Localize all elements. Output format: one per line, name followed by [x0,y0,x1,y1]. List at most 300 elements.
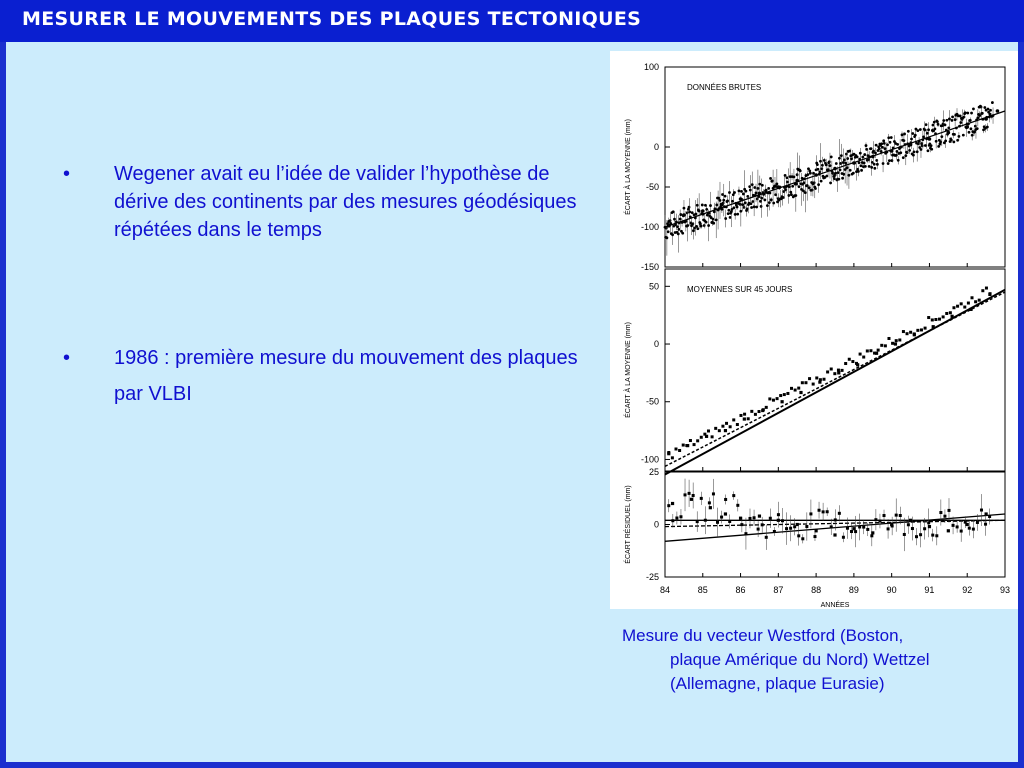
residual-point [704,519,707,522]
raw-point [763,199,766,202]
mean-point [841,369,844,372]
residual-point [826,510,829,513]
panel-1-ytick-label-2: -50 [645,182,659,192]
mean-point [783,393,786,396]
mean-point [859,353,862,356]
mean-point [956,305,959,308]
mean-point [714,427,717,430]
raw-point [784,188,787,191]
raw-point [743,206,746,209]
residual-point [939,511,942,514]
residual-point [923,527,926,530]
raw-point [907,130,910,133]
raw-point [724,217,727,220]
mean-point [887,337,890,340]
raw-point [887,162,890,165]
raw-point [817,168,820,171]
mean-point [978,299,981,302]
mean-point [729,425,732,428]
raw-point [756,197,759,200]
residual-point [952,524,955,527]
raw-point [942,119,945,122]
raw-point [899,151,902,154]
raw-point [891,159,894,162]
residual-point [988,515,991,518]
raw-point [896,143,899,146]
residual-point [757,528,760,531]
raw-point [671,233,674,236]
raw-point [857,170,860,173]
raw-point [875,159,878,162]
mean-series-point [799,391,802,394]
raw-point [839,168,842,171]
chart-panel-2 [623,269,1005,474]
raw-point [912,154,915,157]
raw-point [873,167,876,170]
raw-point [921,144,924,147]
raw-point [679,213,682,216]
residual-series-point [833,533,836,536]
raw-point [816,163,819,166]
raw-point [937,145,940,148]
mean-point [938,318,941,321]
raw-point [848,174,851,177]
raw-point [875,144,878,147]
raw-point [766,204,769,207]
raw-point [842,161,845,164]
raw-point [842,173,845,176]
raw-point [729,216,732,219]
raw-point [930,144,933,147]
xtick-label-85: 85 [697,585,708,595]
residual-point [838,512,841,515]
raw-point [924,144,927,147]
raw-point [732,206,735,209]
residual-point [878,520,881,523]
raw-point [691,211,694,214]
residual-point [809,512,812,515]
residual-point [789,527,792,530]
mean-point [711,435,714,438]
residual-point [744,532,747,535]
raw-point [665,236,668,239]
residual-point [943,515,946,518]
raw-point [820,167,823,170]
raw-point [878,147,881,150]
mean-point [833,372,836,375]
mean-series-point [913,333,916,336]
mean-point [797,387,800,390]
raw-point [701,204,704,207]
raw-point [937,123,940,126]
raw-point [712,222,715,225]
residual-series-point [985,512,988,515]
raw-point [759,200,762,203]
raw-point [933,121,936,124]
raw-point [751,183,754,186]
raw-point [757,187,760,190]
raw-point [744,201,747,204]
mean-series-point [856,363,859,366]
raw-point [799,169,802,172]
xtick-label-91: 91 [924,585,935,595]
raw-point [936,120,939,123]
mean-point [693,443,696,446]
raw-point [958,135,961,138]
slide-body [6,42,1018,762]
mean-point [884,344,887,347]
mean-point [743,413,746,416]
residual-series-point [966,523,969,526]
slide-title: MESURER LE MOUVEMENTS DES PLAQUES TECTONIQUES [22,8,642,30]
mean-point [739,414,742,417]
raw-point [736,213,739,216]
raw-point [906,151,909,154]
raw-point [786,176,789,179]
raw-point [876,163,879,166]
raw-point [940,135,943,138]
raw-point [860,169,863,172]
raw-point [870,147,873,150]
mean-point [808,377,811,380]
raw-point [976,127,979,130]
mean-point [916,329,919,332]
raw-point [913,150,916,153]
raw-point [806,184,809,187]
mean-point [862,356,865,359]
mean-point [974,300,977,303]
raw-point [951,115,954,118]
mean-point [877,349,880,352]
residual-point [935,534,938,537]
raw-point [715,218,718,221]
mean-series-point [818,381,821,384]
raw-point [817,183,820,186]
mean-point [844,362,847,365]
raw-point [944,139,947,142]
raw-point [927,149,930,152]
raw-point [691,222,694,225]
raw-point [750,206,753,209]
residual-series-point [690,498,693,501]
residual-point [813,535,816,538]
raw-point [700,225,703,228]
raw-point [789,191,792,194]
mean-point [689,439,692,442]
raw-point [841,177,844,180]
raw-point [926,132,929,135]
raw-point [804,191,807,194]
raw-point [956,139,959,142]
mean-point [891,342,894,345]
mean-point [804,381,807,384]
raw-point [845,153,848,156]
raw-point [722,199,725,202]
raw-point [728,191,731,194]
residual-point [972,528,975,531]
raw-point [922,135,925,138]
bullet-2-text: 1986 : première mesure du mouvement des plaques par VLBI [114,347,578,405]
raw-point [734,213,737,216]
raw-point [698,210,701,213]
raw-point [948,118,951,121]
raw-point [696,227,699,230]
raw-point [887,136,890,139]
raw-point [970,112,973,115]
mean-point [823,378,826,381]
mean-point [801,381,804,384]
residual-point [834,518,837,521]
residual-point [866,528,869,531]
raw-point [914,134,917,137]
mean-point [909,331,912,334]
raw-point [739,210,742,213]
raw-point [865,148,868,151]
residual-point [862,526,865,529]
raw-point [971,134,974,137]
raw-point [959,115,962,118]
mean-point [794,389,797,392]
mean-series-point [875,352,878,355]
mean-point [826,370,829,373]
residual-point [797,534,800,537]
raw-point [755,206,758,209]
raw-point [712,218,715,221]
residual-point [740,523,743,526]
raw-point [806,173,809,176]
mean-point [678,449,681,452]
mean-point [779,394,782,397]
raw-point [835,162,838,165]
caption-rest: plaque Amérique du Nord) Wettzel (Allemagne, plaque Eurasie) [670,650,930,693]
residual-series-point [928,525,931,528]
raw-point [751,200,754,203]
raw-point [860,164,863,167]
raw-point [829,182,832,185]
mean-point [898,338,901,341]
mean-series-point [837,371,840,374]
raw-point [916,150,919,153]
raw-point [825,175,828,178]
raw-point [705,221,708,224]
mean-point [776,397,779,400]
residual-point [773,530,776,533]
mean-series-point [705,435,708,438]
xtick-label-92: 92 [962,585,973,595]
raw-point [839,162,842,165]
raw-point [770,198,773,201]
raw-point [748,185,751,188]
raw-series-point [965,125,969,129]
mean-series-point [969,308,972,311]
raw-series-point [996,109,1000,113]
raw-point [983,106,986,109]
caption-line-1: Mesure du vecteur Westford (Boston, [622,626,904,645]
raw-point [719,199,722,202]
residual-point [822,510,825,513]
mean-point [812,383,815,386]
residual-point [976,521,979,524]
residual-trend-line [665,514,1005,541]
residual-point [765,536,768,539]
raw-series-point [682,213,686,217]
mean-series-point [743,417,746,420]
residual-point [716,521,719,524]
raw-point [791,185,794,188]
mean-point [754,413,757,416]
raw-point [830,156,833,159]
residual-point [805,525,808,528]
mean-point [696,439,699,442]
residual-point [679,515,682,518]
residual-point [753,516,756,519]
residual-point [830,525,833,528]
residual-point [874,518,877,521]
raw-point [951,119,954,122]
raw-point [823,159,826,162]
raw-point [863,153,866,156]
residual-point [956,525,959,528]
residual-series-point [890,523,893,526]
raw-point [989,109,992,112]
residual-series-point [724,512,727,515]
mean-point [869,349,872,352]
raw-point [692,229,695,232]
mean-series-point [667,452,670,455]
raw-point [859,152,862,155]
raw-point [930,148,933,151]
residual-point [684,493,687,496]
residual-series-point [947,529,950,532]
raw-point [865,144,868,147]
raw-point [745,190,748,193]
mean-point [895,339,898,342]
mean-point [725,422,728,425]
x-axis-label: ANNÉES [820,602,850,609]
residual-point [692,494,695,497]
panel-1-ytick-label-4: -150 [640,262,659,272]
mean-point [967,302,970,305]
raw-trend-line [665,111,1005,227]
raw-point [736,206,739,209]
raw-point [775,182,778,185]
raw-point [980,106,983,109]
residual-series-point [871,531,874,534]
xtick-label-86: 86 [735,585,746,595]
raw-point [919,128,922,131]
raw-point [679,218,682,221]
mean-point [952,306,955,309]
raw-point [819,160,822,163]
raw-point [686,211,689,214]
raw-point [895,154,898,157]
panel-1-ytick-label-3: -100 [640,222,659,232]
raw-point [782,196,785,199]
mean-point [765,406,768,409]
raw-point [688,206,691,209]
raw-point [890,136,893,139]
mean-series-point [686,444,689,447]
residual-point [675,517,678,520]
raw-point [678,228,681,231]
raw-point [790,193,793,196]
mean-series-point [762,408,765,411]
raw-point [886,143,889,146]
bullet-1-text: Wegener avait eu l’idée de valider l’hypothèse de dérive des continents par des mesures géodésiques répétées dans le temps [114,163,577,241]
raw-point [903,139,906,142]
residual-point [895,514,898,517]
residual-point [850,530,853,533]
figure-caption [622,624,1012,696]
raw-point [829,164,832,167]
raw-point [738,189,741,192]
raw-point [843,159,846,162]
residual-series-point [671,502,674,505]
raw-point [925,123,928,126]
raw-point [848,150,851,153]
mean-point [848,358,851,361]
raw-point [963,116,966,119]
xtick-label-84: 84 [659,585,671,595]
raw-point [771,179,774,182]
raw-point [927,128,930,131]
raw-point [769,177,772,180]
mean-point [866,349,869,352]
raw-series-point [720,203,724,207]
raw-point [838,157,841,160]
residual-point [980,509,983,512]
residual-point [911,527,914,530]
residual-point [883,514,886,517]
raw-point [969,119,972,122]
raw-point [733,191,736,194]
panel-2-ytick-label-3: -100 [640,454,659,465]
residual-series-point [739,517,742,520]
chart-panel-3 [623,467,1010,609]
panel-3-ylabel: ÉCART RÉSIDUEL (mm) [625,485,632,564]
raw-point [794,194,797,197]
raw-point [727,209,730,212]
raw-point [910,138,913,141]
raw-point [981,112,984,115]
residual-point [870,534,873,537]
raw-point [991,101,994,104]
residual-point [732,494,735,497]
residual-point [842,536,845,539]
raw-point [880,142,883,145]
raw-point [834,172,837,175]
mean-series-point [894,342,897,345]
raw-point [746,195,749,198]
raw-point [916,129,919,132]
mean-point [750,410,753,413]
raw-point [964,111,967,114]
mean-point [830,368,833,371]
raw-point [688,210,691,213]
mean-point [837,369,840,372]
raw-point [944,123,947,126]
mean-point [768,397,771,400]
raw-point [920,148,923,151]
residual-point [931,534,934,537]
raw-point [861,156,864,159]
residual-series-point [777,519,780,522]
panel-1-title: DONNÉES BRUTES [687,83,762,92]
raw-point [850,158,853,161]
raw-point [846,166,849,169]
panel-2-ylabel: ÉCART À LA MOYENNE (mm) [625,322,632,418]
panel-3-ytick-label-0: 25 [648,467,659,477]
